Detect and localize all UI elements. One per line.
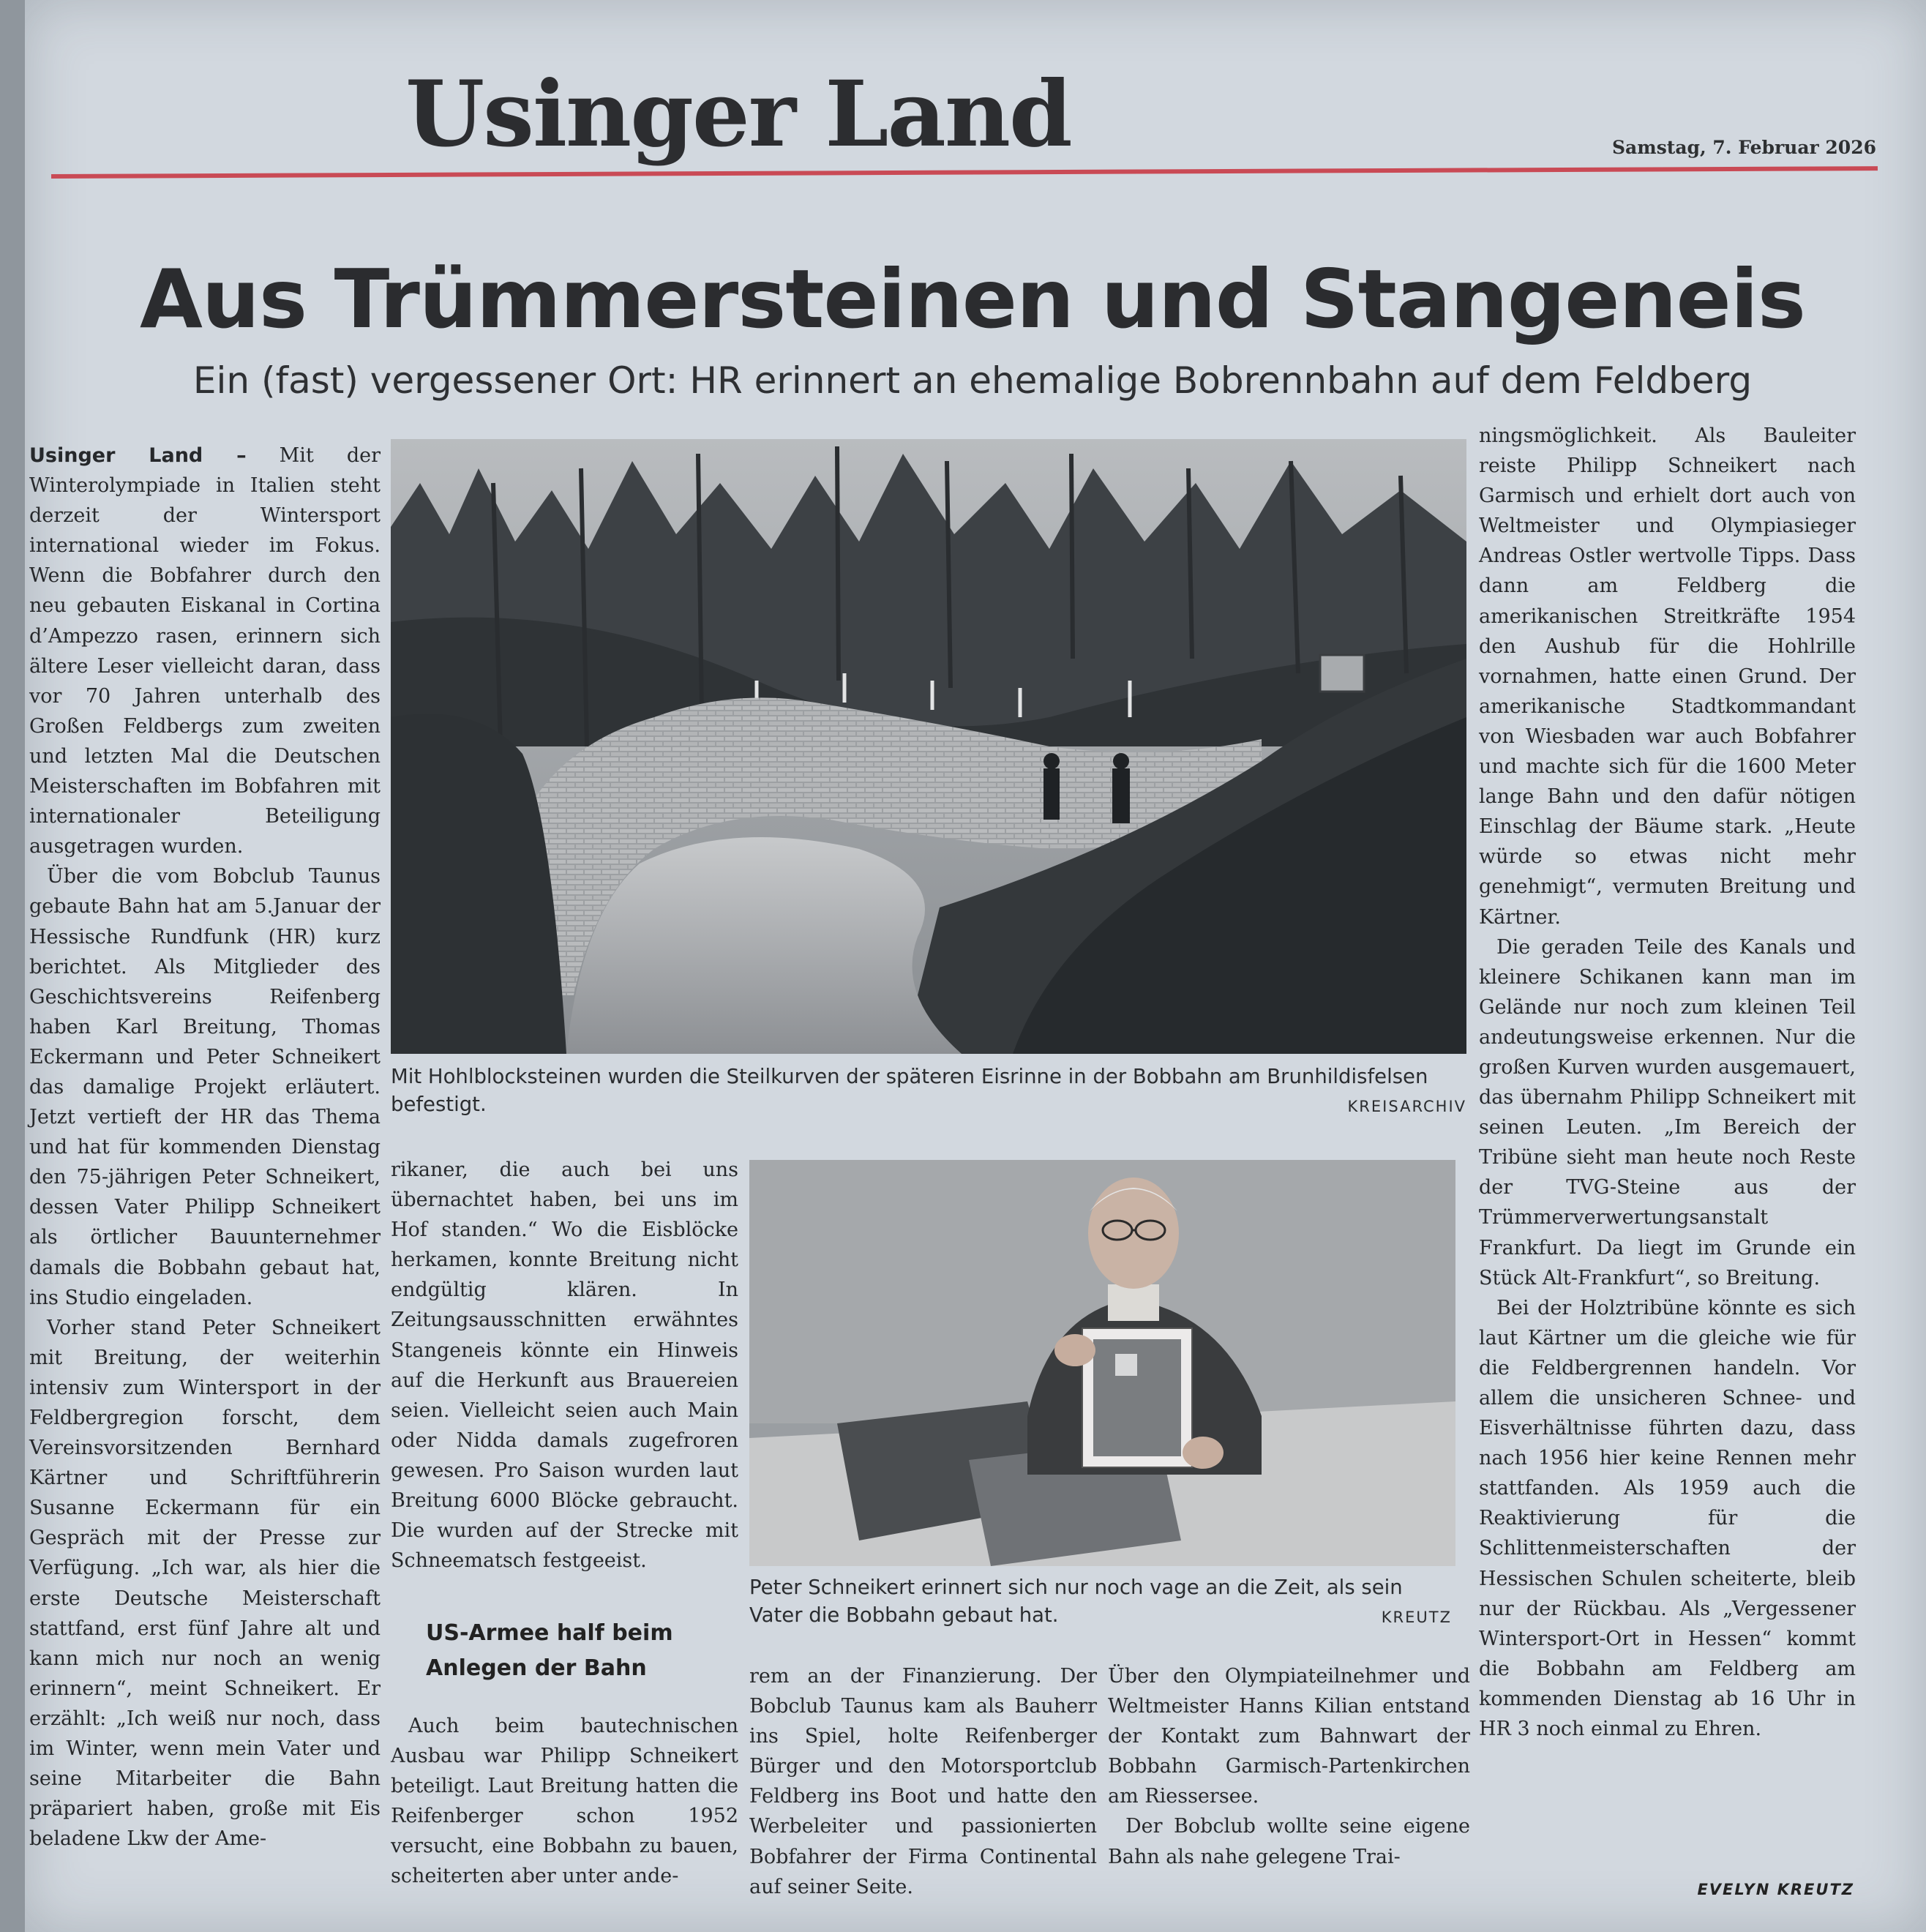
paragraph: ningsmöglichkeit. Als Bauleiter reiste Philipp Schneikert nach Garmisch und erhielt dort auch von Weltmeister und Olympiasieger Andreas Ostler wertvolle Tipps. Dass dann am Feldberg die amerikanischen Streitkräfte 1954 den Aushub für die Hohlrille vornahmen, hatte einen Grund. Der amerikanische Stadtkommandant von Wiesbaden war auch Bobfahrer und machte sich für die 1600 Meter lange Bahn und den dafür nötigen Einschlag der Bäume stark. „Heute würde so etwas nicht mehr genehmigt“, vermuten Breitung und Kärtner.: [1479, 424, 1856, 929]
photo-illustration: [391, 439, 1466, 1054]
historic-bobsled-track-photo: [391, 439, 1466, 1054]
photo-caption: Peter Schneikert erinnert sich nur noch vage an die Zeit, als sein Vater die Bobbahn gebaut hat.: [749, 1576, 1403, 1627]
article-column-2-continued: [391, 1711, 738, 1916]
article-subheading: US-Armee half beim Anlegen der Bahn: [426, 1620, 673, 1681]
paragraph: Auch beim bautechnischen Ausbau war Philipp Schneikert beteiligt. Laut Breitung hatten die Reifenberger schon 1952 versucht, eine Bobbahn zu bauen, scheiterten aber unter ande-: [391, 1715, 738, 1888]
photo-caption: Mit Hohlblocksteinen wurden die Steilkurven der späteren Eisrinne in der Bobbahn am Brunhildisfelsen befestigt.: [391, 1065, 1428, 1116]
author-byline: EVELYN KREUTZ: [1697, 1881, 1854, 1898]
newspaper-page: [25, 0, 1926, 1932]
article-column-1: [29, 441, 381, 1919]
paragraph: [29, 441, 381, 861]
photo-illustration: [749, 1160, 1455, 1566]
article-headline: Aus Trümmersteinen und Stangeneis: [140, 252, 1805, 347]
photo-credit: KREISARCHIV: [1347, 1098, 1466, 1115]
article-column-3: [749, 1661, 1097, 1917]
issue-date: Samstag, 7. Februar 2026: [1612, 137, 1876, 158]
paragraph: rem an der Finanzierung. Der Bobclub Taunus kam als Bauherr ins Spiel, holte Reifenberger Bürger und den Motorsportclub Feldberg ins Boot und hatte den Werbeleiter und passionierten Bobfahrer der Firma Continental auf seiner Seite.: [749, 1665, 1097, 1898]
article-column-right: [1479, 421, 1856, 1914]
portrait-photo-peter-schneikert: [749, 1160, 1455, 1566]
paragraph: Vorher stand Peter Schneikert mit Breitung, der weiterhin intensiv zum Wintersport in der Feldbergregion forscht, dem Vereinsvorsitzenden Bernhard Kärtner und Schriftführerin Susanne Eckermann für ein Gespräch mit der Presse zur Verfügung. „Ich war, als hier die erste Deutsche Meisterschaft stattfand, erst fünf Jahre alt und kann mich nur noch an wenig erinnern“, meint Schneikert. Er erzählt: „Ich weiß nur noch, dass im Winter, wenn mein Vater und seine Mitarbeiter die Bahn präpariert haben, große mit Eis beladene Lkw der Ame-: [29, 1316, 381, 1851]
dateline: Usinger Land –: [29, 444, 247, 467]
paragraph: Über den Olympiateilnehmer und Weltmeister Hanns Kilian entstand der Kontakt zum Bahnwart der Bobbahn Garmisch-Partenkirchen am Riessersee.: [1108, 1665, 1470, 1808]
paragraph: Über die vom Bobclub Taunus gebaute Bahn hat am 5.Januar der Hessische Rundfunk (HR) kurz berichtet. Als Mitglieder des Geschichtsvereins Reifenberg haben Karl Breitung, Thomas Eckermann und Peter Schneikert das damalige Projekt erläutert. Jetzt vertieft der HR das Thema und hat für kommenden Dienstag den 75-jährigen Peter Schneikert, dessen Vater Philipp Schneikert als örtlicher Bauunternehmer damals die Bobbahn gebaut hat, ins Studio eingeladen.: [29, 865, 381, 1309]
paragraph: Die geraden Teile des Kanals und kleinere Schikanen kann man im Gelände nur noch zum kleinen Teil andeutungsweise erkennen. Nur die großen Kurven wurden ausgemauert, das übernahm Philipp Schneikert mit seinen Leuten. „Im Bereich der Tribüne sieht man heute noch Reste der TVG-Steine aus der Trümmerverwertungsanstalt Frankfurt. Da liegt im Grunde ein Stück Alt-Frankfurt“, so Breitung.: [1479, 935, 1856, 1289]
article-subheadline: Ein (fast) vergessener Ort: HR erinnert an ehemalige Bobrennbahn auf dem Feldberg: [192, 359, 1753, 402]
paragraph-text: Mit der Winterolympiade in Italien steht derzeit der Wintersport international wieder im Fokus. Wenn die Bobfahrer durch den neu gebauten Eiskanal in Cortina d’Ampezzo rasen, erinnern sich ältere Leser vielleicht daran, dass vor 70 Jahren unterhalb des Großen Feldbergs zum zweiten und letzten Mal die Deutschen Meisterschaften im Bobfahren mit internationaler Beteiligung ausgetragen wurden.: [29, 444, 381, 858]
section-masthead: Usinger Land: [405, 61, 1071, 168]
paragraph: Bei der Holztribüne könnte es sich laut Kärtner um die gleiche wie für die Feldbergrennen handeln. Vor allem die unsicheren Schnee- und Eisverhältnisse führten dazu, dass nach 1956 hier keine Rennen mehr stattfanden. Als 1959 auch die Reaktivierung für die Schlittenmeisterschaften der Hessischen Schulen scheiterte, bleib nur der Rückbau. Als „Vergessener Wintersport-Ort in Hessen“ kommt die Bobbahn am Feldberg am kommenden Dienstag ab 16 Uhr in HR 3 noch einmal zu Ehren.: [1479, 1296, 1856, 1741]
paragraph: Der Bobclub wollte seine eigene Bahn als nahe gelegene Trai-: [1108, 1815, 1470, 1868]
paragraph: rikaner, die auch bei uns übernachtet haben, bei uns im Hof standen.“ Wo die Eisblöcke herkamen, konnte Breitung nicht endgültig klären. In Zeitungsausschnitten erwähntes Stangeneis könnte ein Hinweis auf die Herkunft aus Brauereien seien. Vielleicht seien auch Main oder Nidda damals zugefroren gewesen. Pro Saison wurden laut Breitung 6000 Blöcke gebraucht. Die wurden auf der Strecke mit Schneematsch festgeeist.: [391, 1158, 738, 1573]
article-column-2: [391, 1155, 738, 1573]
photo-credit: KREUTZ: [1381, 1609, 1452, 1626]
article-column-4: [1108, 1661, 1470, 1917]
